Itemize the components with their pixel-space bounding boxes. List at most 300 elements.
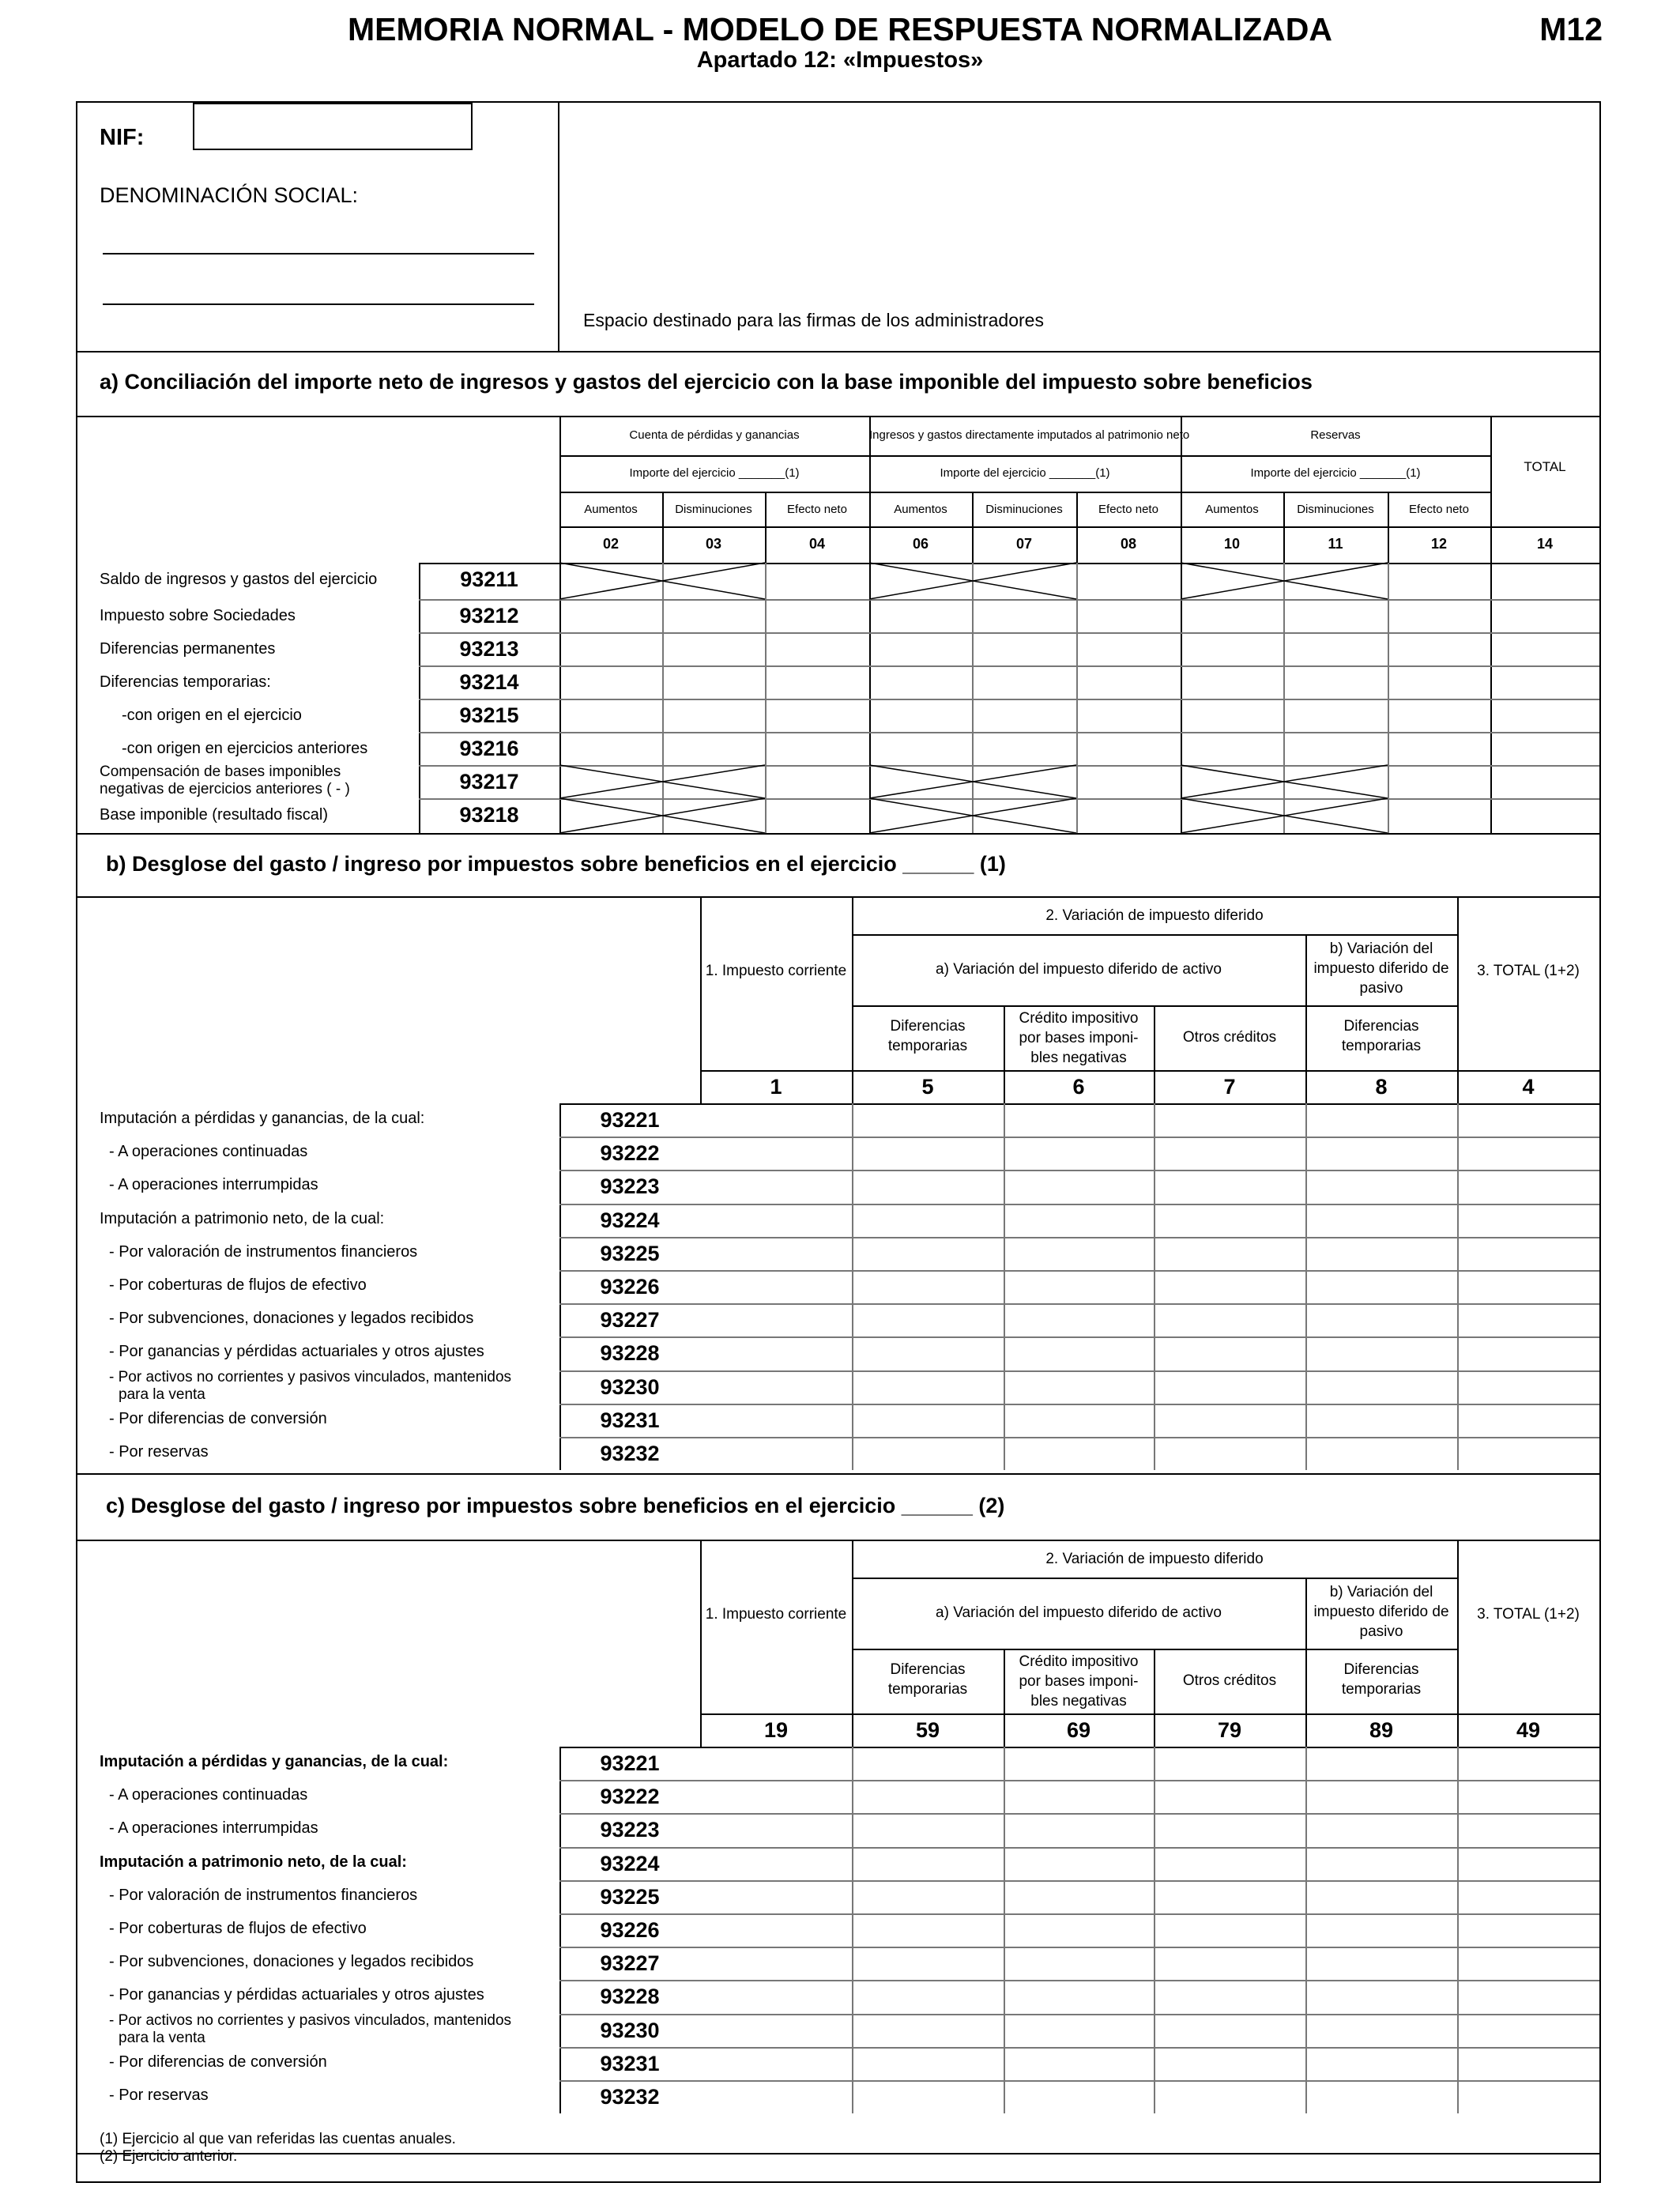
input-cell[interactable] <box>1078 564 1179 598</box>
input-cell[interactable] <box>702 1405 850 1435</box>
input-cell[interactable] <box>702 1338 850 1368</box>
input-cell[interactable] <box>1155 1238 1304 1269</box>
header-variacion-pasivo: b) Variación del impuesto diferido de pasivo <box>1313 1584 1449 1640</box>
input-cell[interactable] <box>767 767 868 797</box>
input-cell[interactable] <box>1005 1438 1152 1468</box>
importe-label: Importe del ejercicio _______(1) <box>1250 466 1421 480</box>
input-cell[interactable] <box>1389 634 1489 664</box>
input-cell[interactable] <box>1459 1305 1598 1335</box>
input-cell[interactable] <box>1155 1748 1304 1778</box>
input-cell[interactable] <box>1155 1305 1304 1335</box>
input-cell[interactable] <box>1459 1105 1598 1135</box>
header-otros: Otros créditos <box>1182 1029 1277 1046</box>
subcol-header: Efecto neto <box>787 503 847 516</box>
header-credito: Crédito impositivo por bases imponi- bles negativas <box>1019 1010 1139 1066</box>
page-subtitle: Apartado 12: «Impuestos» <box>696 47 984 73</box>
input-cell[interactable] <box>974 733 1075 763</box>
row-code: 93221 <box>600 1108 660 1132</box>
input-cell[interactable] <box>664 667 763 697</box>
input-cell[interactable] <box>1459 1815 1598 1845</box>
grid-line <box>559 492 1490 493</box>
input-cell[interactable] <box>702 1272 850 1302</box>
input-cell[interactable] <box>871 634 970 664</box>
input-cell[interactable] <box>853 1815 1002 1845</box>
header-credito: Crédito impositivo por bases imponi- bles negativas <box>1019 1653 1139 1710</box>
header-impuesto-corriente: 1. Impuesto corriente <box>705 963 847 979</box>
input-cell[interactable] <box>853 1882 1002 1912</box>
column-number: 4 <box>1522 1075 1535 1099</box>
input-cell[interactable] <box>767 700 868 730</box>
input-cell[interactable] <box>702 1781 850 1811</box>
column-number: 89 <box>1369 1718 1394 1742</box>
grid-line <box>559 455 1490 457</box>
input-cell[interactable] <box>767 733 868 763</box>
row-label: - Por valoración de instrumentos financieros <box>109 1243 418 1261</box>
input-cell[interactable] <box>1389 601 1489 631</box>
input-cell[interactable] <box>1459 2015 1598 2045</box>
input-cell[interactable] <box>1307 1338 1456 1368</box>
column-number: 8 <box>1375 1075 1388 1099</box>
row-code: 93211 <box>460 567 518 591</box>
header-variacion: 2. Variación de impuesto diferido <box>1045 907 1264 924</box>
subcol-header: Efecto neto <box>1409 503 1469 516</box>
input-cell[interactable] <box>702 1915 850 1945</box>
input-cell[interactable] <box>702 1849 850 1879</box>
input-cell[interactable] <box>853 1205 1002 1235</box>
input-cell[interactable] <box>1459 1882 1598 1912</box>
row-label: - Por diferencias de conversión <box>109 1410 327 1427</box>
input-cell[interactable] <box>1005 1372 1152 1402</box>
divider <box>76 416 1601 417</box>
input-cell[interactable] <box>1285 667 1386 697</box>
crossed-out-cell <box>1181 765 1388 798</box>
input-cell[interactable] <box>1459 1138 1598 1168</box>
grid-line <box>852 1541 853 1747</box>
row-code: 93223 <box>600 1818 660 1842</box>
row-label: Diferencias temporarias: <box>100 673 271 691</box>
row-label: - A operaciones interrumpidas <box>109 1819 318 1837</box>
column-number: 69 <box>1066 1718 1091 1742</box>
input-cell[interactable] <box>1005 1405 1152 1435</box>
page-title: MEMORIA NORMAL - MODELO DE RESPUESTA NORMALIZADA <box>348 11 1332 47</box>
input-cell[interactable] <box>1155 1205 1304 1235</box>
input-cell[interactable] <box>1285 601 1386 631</box>
row-label: - Por diferencias de conversión <box>109 2053 327 2071</box>
crossed-out-cell <box>559 563 765 599</box>
input-cell[interactable] <box>1005 1781 1152 1811</box>
input-cell[interactable] <box>1459 1372 1598 1402</box>
input-cell[interactable] <box>1307 2015 1456 2045</box>
grid-line <box>700 1070 1599 1072</box>
input-cell[interactable] <box>1307 1438 1456 1468</box>
input-cell[interactable] <box>1005 1748 1152 1778</box>
input-cell[interactable] <box>767 601 868 631</box>
divider <box>76 2153 1601 2154</box>
input-cell[interactable] <box>561 733 661 763</box>
input-cell[interactable] <box>871 601 970 631</box>
input-cell[interactable] <box>853 1272 1002 1302</box>
row-code: 93222 <box>600 1785 660 1808</box>
input-cell[interactable] <box>853 1849 1002 1879</box>
input-cell[interactable] <box>1155 1405 1304 1435</box>
input-cell[interactable] <box>664 733 763 763</box>
group-header: Reservas <box>1310 428 1361 442</box>
input-cell[interactable] <box>1307 1305 1456 1335</box>
input-cell[interactable] <box>702 2049 850 2079</box>
input-cell[interactable] <box>853 1305 1002 1335</box>
row-label: - Por reservas <box>109 1443 209 1461</box>
section-b-title: b) Desglose del gasto / ingreso por impuestos sobre beneficios en el ejercicio ______ (1) <box>106 852 1006 876</box>
input-cell[interactable] <box>1389 800 1489 831</box>
row-label: - A operaciones continuadas <box>109 1143 308 1160</box>
column-number: 5 <box>921 1075 934 1099</box>
input-cell[interactable] <box>1307 2049 1456 2079</box>
input-cell[interactable] <box>702 1981 850 2011</box>
input-cell[interactable] <box>767 564 868 598</box>
importe-label: Importe del ejercicio _______(1) <box>629 466 800 480</box>
input-cell[interactable] <box>1492 733 1598 763</box>
row-label: - A operaciones continuadas <box>109 1786 308 1804</box>
input-cell[interactable] <box>1492 700 1598 730</box>
input-cell[interactable] <box>1492 601 1598 631</box>
input-cell[interactable] <box>1155 1171 1304 1201</box>
input-cell[interactable] <box>1307 1405 1456 1435</box>
crossed-out-cell <box>559 798 765 833</box>
header-otros: Otros créditos <box>1182 1672 1277 1689</box>
input-cell[interactable] <box>853 1781 1002 1811</box>
firmas-label: Espacio destinado para las firmas de los administradores <box>583 310 1044 330</box>
input-cell[interactable] <box>1459 1438 1598 1468</box>
input-cell[interactable] <box>1307 1981 1456 2011</box>
input-cell[interactable] <box>1307 1948 1456 1978</box>
section-a-title: a) Conciliación del importe neto de ingresos y gastos del ejercicio con la base imponible del impuesto sobre beneficios <box>100 370 1313 394</box>
row-code: 93227 <box>600 1951 660 1975</box>
row-code: 93223 <box>600 1174 660 1198</box>
row-code: 93230 <box>600 1375 660 1399</box>
input-cell[interactable] <box>1389 667 1489 697</box>
column-number: 06 <box>912 536 929 552</box>
input-cell[interactable] <box>1182 634 1282 664</box>
input-cell[interactable] <box>1492 800 1598 831</box>
input-cell[interactable] <box>1078 601 1179 631</box>
input-cell[interactable] <box>767 800 868 831</box>
divider <box>76 1540 1601 1541</box>
input-cell[interactable] <box>1459 1849 1598 1879</box>
row-code: 93231 <box>600 2052 660 2075</box>
input-cell[interactable] <box>1005 1915 1152 1945</box>
row-code: 93218 <box>459 803 519 827</box>
column-number: 59 <box>915 1718 940 1742</box>
row-code: 93232 <box>600 1442 660 1465</box>
input-cell[interactable] <box>974 601 1075 631</box>
footnote-1: (1) Ejercicio al que van referidas las cuentas anuales. <box>100 2131 456 2147</box>
nif-label: NIF: <box>100 125 145 150</box>
row-code: 93216 <box>459 737 519 760</box>
input-cell[interactable] <box>853 1338 1002 1368</box>
crossed-out-cell <box>559 765 765 798</box>
row-label: -con origen en ejercicios anteriores <box>122 740 368 757</box>
nif-input[interactable] <box>193 103 473 150</box>
input-cell[interactable] <box>1078 800 1179 831</box>
row-code: 93225 <box>600 1885 660 1909</box>
input-cell[interactable] <box>1155 2015 1304 2045</box>
input-cell[interactable] <box>853 1948 1002 1978</box>
input-cell[interactable] <box>702 1205 850 1235</box>
grid-line <box>1457 898 1459 1103</box>
row-code: 93230 <box>600 2019 660 2042</box>
column-number: 02 <box>602 536 620 552</box>
header-dif-temporarias-pasivo: Diferencias temporarias <box>1341 1018 1422 1054</box>
input-cell[interactable] <box>1155 1882 1304 1912</box>
grid-line <box>559 526 1599 528</box>
input-cell[interactable] <box>1459 2082 1598 2112</box>
row-code: 93217 <box>459 770 519 794</box>
row-code: 93226 <box>600 1918 660 1942</box>
input-cell[interactable] <box>702 1171 850 1201</box>
input-cell[interactable] <box>1005 1105 1152 1135</box>
header-dif-temporarias: Diferencias temporarias <box>887 1661 968 1698</box>
footnote-2: (2) Ejercicio anterior. <box>100 2148 238 2165</box>
input-cell[interactable] <box>1307 1272 1456 1302</box>
input-cell[interactable] <box>561 634 661 664</box>
input-cell[interactable] <box>1307 1372 1456 1402</box>
input-cell[interactable] <box>1459 1171 1598 1201</box>
input-cell[interactable] <box>1155 1372 1304 1402</box>
input-cell[interactable] <box>1155 2082 1304 2112</box>
subcol-header: Aumentos <box>1205 503 1259 516</box>
total-header: TOTAL <box>1524 459 1566 474</box>
input-cell[interactable] <box>1005 1882 1152 1912</box>
input-cell[interactable] <box>664 601 763 631</box>
input-cell[interactable] <box>853 1915 1002 1945</box>
input-cell[interactable] <box>767 667 868 697</box>
input-cell[interactable] <box>1307 1238 1456 1269</box>
grid-line <box>700 1713 1599 1715</box>
input-cell[interactable] <box>702 1748 850 1778</box>
input-cell[interactable] <box>1005 1205 1152 1235</box>
input-cell[interactable] <box>1155 2049 1304 2079</box>
row-label: - A operaciones interrumpidas <box>109 1176 318 1193</box>
input-cell[interactable] <box>1307 1748 1456 1778</box>
input-cell[interactable] <box>1182 733 1282 763</box>
input-cell[interactable] <box>561 601 661 631</box>
input-cell[interactable] <box>1459 1272 1598 1302</box>
row-code: 93222 <box>600 1141 660 1165</box>
input-cell[interactable] <box>1307 1882 1456 1912</box>
input-cell[interactable] <box>1155 1915 1304 1945</box>
subcol-header: Efecto neto <box>1098 503 1158 516</box>
input-cell[interactable] <box>1005 1305 1152 1335</box>
input-cell[interactable] <box>1459 1338 1598 1368</box>
input-cell[interactable] <box>1492 667 1598 697</box>
denominacion-label: DENOMINACIÓN SOCIAL: <box>100 183 359 207</box>
row-code: 93228 <box>600 1985 660 2008</box>
crossed-out-cell <box>869 563 1076 599</box>
input-cell[interactable] <box>1005 2082 1152 2112</box>
input-cell[interactable] <box>853 2049 1002 2079</box>
subcol-header: Disminuciones <box>675 503 752 516</box>
row-label: Imputación a pérdidas y ganancias, de la cual: <box>100 1753 449 1770</box>
input-cell[interactable] <box>1005 2015 1152 2045</box>
input-cell[interactable] <box>1459 1205 1598 1235</box>
input-cell[interactable] <box>1182 700 1282 730</box>
input-cell[interactable] <box>702 1438 850 1468</box>
crossed-out-cell <box>869 765 1076 798</box>
input-cell[interactable] <box>1078 634 1179 664</box>
column-number: 49 <box>1516 1718 1541 1742</box>
denominacion-input-2[interactable] <box>103 278 534 305</box>
column-number: 1 <box>770 1075 782 1099</box>
row-code: 93213 <box>459 637 519 661</box>
input-cell[interactable] <box>1307 2082 1456 2112</box>
input-cell[interactable] <box>702 1882 850 1912</box>
input-cell[interactable] <box>1285 700 1386 730</box>
row-label: - Por coberturas de flujos de efectivo <box>109 1276 367 1294</box>
input-cell[interactable] <box>1078 667 1179 697</box>
row-code: 93228 <box>600 1341 660 1365</box>
input-cell[interactable] <box>1078 767 1179 797</box>
input-cell[interactable] <box>1285 733 1386 763</box>
input-cell[interactable] <box>1155 1338 1304 1368</box>
input-cell[interactable] <box>853 1105 1002 1135</box>
input-cell[interactable] <box>1389 564 1489 598</box>
subcol-header: Disminuciones <box>1297 503 1374 516</box>
section-c-title: c) Desglose del gasto / ingreso por impuestos sobre beneficios en el ejercicio ______ (2) <box>106 1494 1005 1517</box>
input-cell[interactable] <box>702 1948 850 1978</box>
row-label: para la venta <box>119 2030 205 2046</box>
input-cell[interactable] <box>1389 733 1489 763</box>
input-cell[interactable] <box>1307 1205 1456 1235</box>
input-cell[interactable] <box>853 1138 1002 1168</box>
row-label: Imputación a pérdidas y ganancias, de la cual: <box>100 1110 425 1127</box>
input-cell[interactable] <box>702 1372 850 1402</box>
input-cell[interactable] <box>853 2082 1002 2112</box>
input-cell[interactable] <box>1155 1849 1304 1879</box>
input-cell[interactable] <box>1459 1948 1598 1978</box>
input-cell[interactable] <box>702 2015 850 2045</box>
input-cell[interactable] <box>974 667 1075 697</box>
column-number: 79 <box>1217 1718 1242 1742</box>
crossed-out-cell <box>1181 798 1388 833</box>
input-cell[interactable] <box>1182 667 1282 697</box>
input-cell[interactable] <box>1307 1781 1456 1811</box>
input-cell[interactable] <box>871 700 970 730</box>
header-impuesto-corriente: 1. Impuesto corriente <box>705 1606 847 1623</box>
input-cell[interactable] <box>1155 1138 1304 1168</box>
row-code: 93232 <box>600 2085 660 2109</box>
input-cell[interactable] <box>702 2082 850 2112</box>
row-label: para la venta <box>119 1386 205 1403</box>
input-cell[interactable] <box>1459 1405 1598 1435</box>
input-cell[interactable] <box>1459 1238 1598 1269</box>
input-cell[interactable] <box>1005 1849 1152 1879</box>
input-cell[interactable] <box>1155 1815 1304 1845</box>
input-cell[interactable] <box>853 1171 1002 1201</box>
input-cell[interactable] <box>664 634 763 664</box>
row-label: Base imponible (resultado fiscal) <box>100 806 329 824</box>
input-cell[interactable] <box>1155 1272 1304 1302</box>
input-cell[interactable] <box>1005 1338 1152 1368</box>
input-cell[interactable] <box>1459 1781 1598 1811</box>
input-cell[interactable] <box>1492 564 1598 598</box>
id-divider <box>558 101 559 351</box>
denominacion-input-1[interactable] <box>103 228 534 254</box>
input-cell[interactable] <box>1307 1105 1456 1135</box>
input-cell[interactable] <box>1389 700 1489 730</box>
input-cell[interactable] <box>767 634 868 664</box>
input-cell[interactable] <box>1005 1138 1152 1168</box>
input-cell[interactable] <box>1078 700 1179 730</box>
input-cell[interactable] <box>1155 1438 1304 1468</box>
input-cell[interactable] <box>702 1138 850 1168</box>
column-number: 14 <box>1536 536 1554 552</box>
row-code: 93224 <box>600 1208 660 1232</box>
input-cell[interactable] <box>1492 634 1598 664</box>
input-cell[interactable] <box>1459 2049 1598 2079</box>
input-cell[interactable] <box>1005 1272 1152 1302</box>
input-cell[interactable] <box>702 1305 850 1335</box>
input-cell[interactable] <box>702 1238 850 1269</box>
input-cell[interactable] <box>702 1815 850 1845</box>
input-cell[interactable] <box>1182 601 1282 631</box>
input-cell[interactable] <box>853 1405 1002 1435</box>
input-cell[interactable] <box>1459 1981 1598 2011</box>
input-cell[interactable] <box>561 700 661 730</box>
input-cell[interactable] <box>1307 1138 1456 1168</box>
input-cell[interactable] <box>664 700 763 730</box>
input-cell[interactable] <box>1307 1915 1456 1945</box>
input-cell[interactable] <box>561 667 661 697</box>
input-cell[interactable] <box>853 1372 1002 1402</box>
input-cell[interactable] <box>853 1981 1002 2011</box>
input-cell[interactable] <box>1078 733 1179 763</box>
input-cell[interactable] <box>974 700 1075 730</box>
input-cell[interactable] <box>1155 1948 1304 1978</box>
input-cell[interactable] <box>702 1105 850 1135</box>
input-cell[interactable] <box>1005 1948 1152 1978</box>
input-cell[interactable] <box>1492 767 1598 797</box>
input-cell[interactable] <box>1155 1781 1304 1811</box>
input-cell[interactable] <box>853 1238 1002 1269</box>
input-cell[interactable] <box>871 667 970 697</box>
input-cell[interactable] <box>974 634 1075 664</box>
column-number: 19 <box>763 1718 789 1742</box>
input-cell[interactable] <box>1459 1748 1598 1778</box>
input-cell[interactable] <box>1005 1815 1152 1845</box>
input-cell[interactable] <box>871 733 970 763</box>
input-cell[interactable] <box>1005 2049 1152 2079</box>
input-cell[interactable] <box>1285 634 1386 664</box>
input-cell[interactable] <box>1459 1915 1598 1945</box>
header-total: 3. TOTAL (1+2) <box>1477 963 1580 979</box>
input-cell[interactable] <box>1307 1849 1456 1879</box>
crossed-out-cell <box>1181 563 1388 599</box>
input-cell[interactable] <box>1307 1171 1456 1201</box>
input-cell[interactable] <box>1005 1981 1152 2011</box>
row-label: Saldo de ingresos y gastos del ejercicio <box>100 571 378 588</box>
input-cell[interactable] <box>1155 1105 1304 1135</box>
input-cell[interactable] <box>1005 1171 1152 1201</box>
input-cell[interactable] <box>1307 1815 1456 1845</box>
input-cell[interactable] <box>853 1438 1002 1468</box>
input-cell[interactable] <box>1389 767 1489 797</box>
input-cell[interactable] <box>1005 1238 1152 1269</box>
input-cell[interactable] <box>853 2015 1002 2045</box>
input-cell[interactable] <box>853 1748 1002 1778</box>
input-cell[interactable] <box>1155 1981 1304 2011</box>
form-code: M12 <box>1539 11 1603 47</box>
group-header: Ingresos y gastos directamente imputados al patrimonio neto <box>869 428 1190 442</box>
